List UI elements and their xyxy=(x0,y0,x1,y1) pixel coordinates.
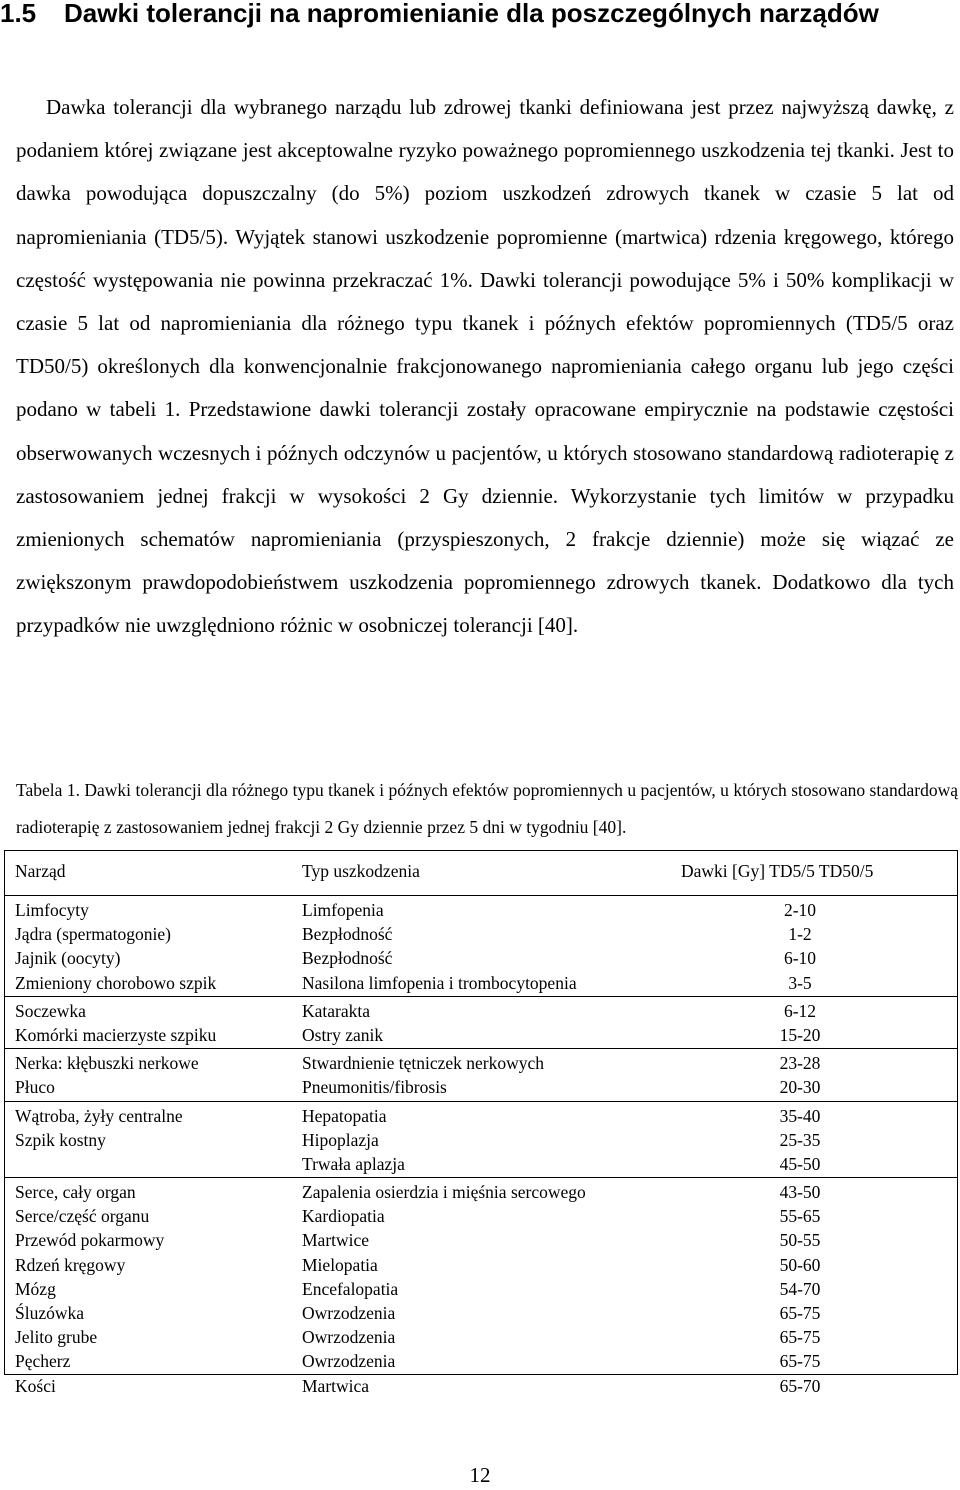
table-body xyxy=(5,896,957,1399)
cell-dose: 23-28 xyxy=(779,1053,821,1074)
table-row-group xyxy=(5,1178,957,1399)
cell-organ: Limfocyty xyxy=(15,900,89,920)
cell-damage-type: Zapalenia osierdzia i mięśnia sercowego xyxy=(302,1182,586,1203)
cell-dose: 6-10 xyxy=(783,948,817,969)
table-row xyxy=(5,1204,957,1228)
cell-dose: 3-5 xyxy=(788,972,812,993)
cell-damage-type: Limfopenia xyxy=(302,900,384,920)
table-row xyxy=(5,1104,957,1128)
cell-damage-type: Bezpłodność xyxy=(302,924,393,945)
table-caption: Tabela 1. Dawki tolerancji dla różnego typu tkanek i późnych efektów popromiennych u pacjentów, u których stosowano standardową radioterapię z zastosowaniem jednej frakcji 2 Gy dziennie przez 5 dni w tygodniu [40]. xyxy=(16,780,958,837)
table-row xyxy=(5,898,957,922)
cell-damage-type: Martwice xyxy=(302,1230,370,1251)
cell-damage-type: Owrzodzenia xyxy=(302,1327,396,1348)
cell-damage-type: Pneumonitis/fibrosis xyxy=(302,1077,447,1098)
cell-organ: Jajnik (oocyty) xyxy=(15,948,121,969)
cell-damage-type: Encefalopatia xyxy=(302,1278,399,1299)
table-row xyxy=(5,1253,957,1277)
cell-organ: Serce, cały organ xyxy=(15,1182,136,1203)
cell-dose: 50-60 xyxy=(779,1254,821,1275)
table-row-group xyxy=(5,1049,957,1101)
cell-organ: Jelito grube xyxy=(15,1327,98,1348)
cell-organ: Mózg xyxy=(15,1278,56,1299)
cell-damage-type: Martwica xyxy=(302,1375,370,1396)
cell-damage-type: Hepatopatia xyxy=(302,1105,387,1126)
table-row xyxy=(5,971,957,995)
table-row xyxy=(5,1301,957,1325)
table-row xyxy=(5,999,957,1023)
cell-damage-type: Nasilona limfopenia i trombocytopenia xyxy=(302,972,577,993)
cell-organ: Komórki macierzyste szpiku xyxy=(15,1024,217,1045)
cell-damage-type: Owrzodzenia xyxy=(302,1351,396,1372)
cell-dose: 54-70 xyxy=(779,1278,821,1299)
table-row xyxy=(5,1374,957,1398)
cell-organ: Soczewka xyxy=(15,1000,86,1021)
cell-dose: 35-40 xyxy=(779,1105,821,1126)
table-row xyxy=(5,1023,957,1047)
cell-damage-type: Kardiopatia xyxy=(302,1206,385,1227)
cell-dose: 55-65 xyxy=(779,1206,821,1227)
cell-dose: 1-2 xyxy=(788,924,812,945)
cell-dose: 20-30 xyxy=(779,1077,821,1098)
table-row xyxy=(5,1349,957,1373)
table-row xyxy=(5,946,957,970)
table-row-group xyxy=(5,896,957,997)
section-heading xyxy=(0,0,940,30)
cell-damage-type: Mielopatia xyxy=(302,1254,378,1275)
cell-organ: Zmieniony chorobowo szpik xyxy=(15,972,217,993)
cell-dose: 65-75 xyxy=(779,1303,821,1323)
cell-organ: Jądra (spermatogonie) xyxy=(15,924,171,945)
tolerance-table xyxy=(4,850,958,1396)
page-number: 12 xyxy=(469,1463,491,1487)
table-row xyxy=(5,1152,957,1176)
cell-organ: Kości xyxy=(15,1375,56,1396)
section-title: Dawki tolerancji na napromienianie dla poszczególnych narządów xyxy=(64,0,879,28)
cell-organ: Serce/część organu xyxy=(15,1206,150,1227)
cell-dose: 15-20 xyxy=(779,1024,821,1045)
cell-damage-type: Stwardnienie tętniczek nerkowych xyxy=(302,1053,544,1074)
cell-organ: Wątroba, żyły centralne xyxy=(15,1105,183,1126)
cell-dose: 25-35 xyxy=(779,1129,821,1150)
table-row xyxy=(5,1128,957,1152)
cell-damage-type: Bezpłodność xyxy=(302,948,393,969)
table-row xyxy=(5,1075,957,1099)
cell-damage-type: Ostry zanik xyxy=(302,1024,384,1045)
header-damage-type: Typ uszkodzenia xyxy=(302,861,420,881)
cell-dose: 2-10 xyxy=(783,900,817,920)
cell-damage-type: Hipoplazja xyxy=(302,1129,379,1150)
cell-dose: 65-70 xyxy=(779,1375,821,1396)
cell-damage-type: Trwała aplazja xyxy=(302,1153,405,1174)
cell-organ: Śluzówka xyxy=(15,1303,85,1323)
cell-organ: Płuco xyxy=(15,1077,55,1098)
table-row xyxy=(5,1051,957,1075)
table-row xyxy=(5,1325,957,1349)
table-header xyxy=(5,851,957,896)
table-row-group xyxy=(5,997,957,1049)
table-row xyxy=(5,1277,957,1301)
table-row xyxy=(5,1228,957,1252)
cell-dose: 65-75 xyxy=(779,1351,821,1372)
cell-organ: Rdzeń kręgowy xyxy=(15,1254,126,1275)
table-row xyxy=(5,922,957,946)
table-row-group xyxy=(5,1102,957,1179)
header-organ: Narząd xyxy=(15,861,66,881)
cell-damage-type: Katarakta xyxy=(302,1000,371,1021)
cell-damage-type: Owrzodzenia xyxy=(302,1303,396,1323)
cell-organ: Nerka: kłębuszki nerkowe xyxy=(15,1053,199,1074)
cell-organ: Przewód pokarmowy xyxy=(15,1230,165,1251)
header-doses: Dawki [Gy] TD5/5 TD50/5 xyxy=(681,861,874,881)
cell-dose: 65-75 xyxy=(779,1327,821,1348)
body-paragraph: Dawka tolerancji dla wybranego narządu lub zdrowej tkanki definiowana jest przez najwyższą dawkę, z podaniem której związane jest akceptowalne ryzyko poważnego popromiennego uszkodzenia tej tkanki. Jest to dawka powodująca dopuszczalny (do 5%) poziom uszkodzeń zdrowych tkanek w czasie 5 lat od napromieniania (TD5/5). Wyjątek stanowi uszkodzenie popromienne (martwica) rdzenia kręgowego, którego częstość występowania nie powinna przekraczać 1%. Dawki tolerancji powodujące 5% i 50% komplikacji w czasie 5 lat od napromieniania dla różnego typu tkanek i późnych efektów popromiennych (TD5/5 oraz TD50/5) określonych dla konwencjonalnie frakcjonowanego napromieniania całego organu lub jego części podano w tabeli 1. Przedstawione dawki tolerancji zostały opracowane empirycznie na podstawie częstości obserwowanych wczesnych i późnych odczynów u pacjentów, u których stosowano standardową radioterapię z zastosowaniem jednej frakcji w wysokości 2 Gy dziennie. Wykorzystanie tych limitów w przypadku zmienionych schematów napromieniania (przyspieszonych, 2 frakcje dziennie) może się wiązać ze zwiększonym prawdopodobieństwem uszkodzenia popromiennego zdrowych tkanek. Dodatkowo dla tych przypadków nie uwzględniono różnic w osobniczej tolerancji [40]. xyxy=(16,95,954,638)
cell-organ: Szpik kostny xyxy=(15,1129,106,1150)
cell-dose: 43-50 xyxy=(779,1182,821,1203)
cell-organ: Pęcherz xyxy=(15,1351,71,1372)
cell-dose: 45-50 xyxy=(779,1153,821,1174)
section-number: 1.5 xyxy=(0,0,37,28)
cell-dose: 6-12 xyxy=(783,1000,817,1021)
table-row xyxy=(5,1180,957,1204)
cell-dose: 50-55 xyxy=(779,1230,821,1251)
